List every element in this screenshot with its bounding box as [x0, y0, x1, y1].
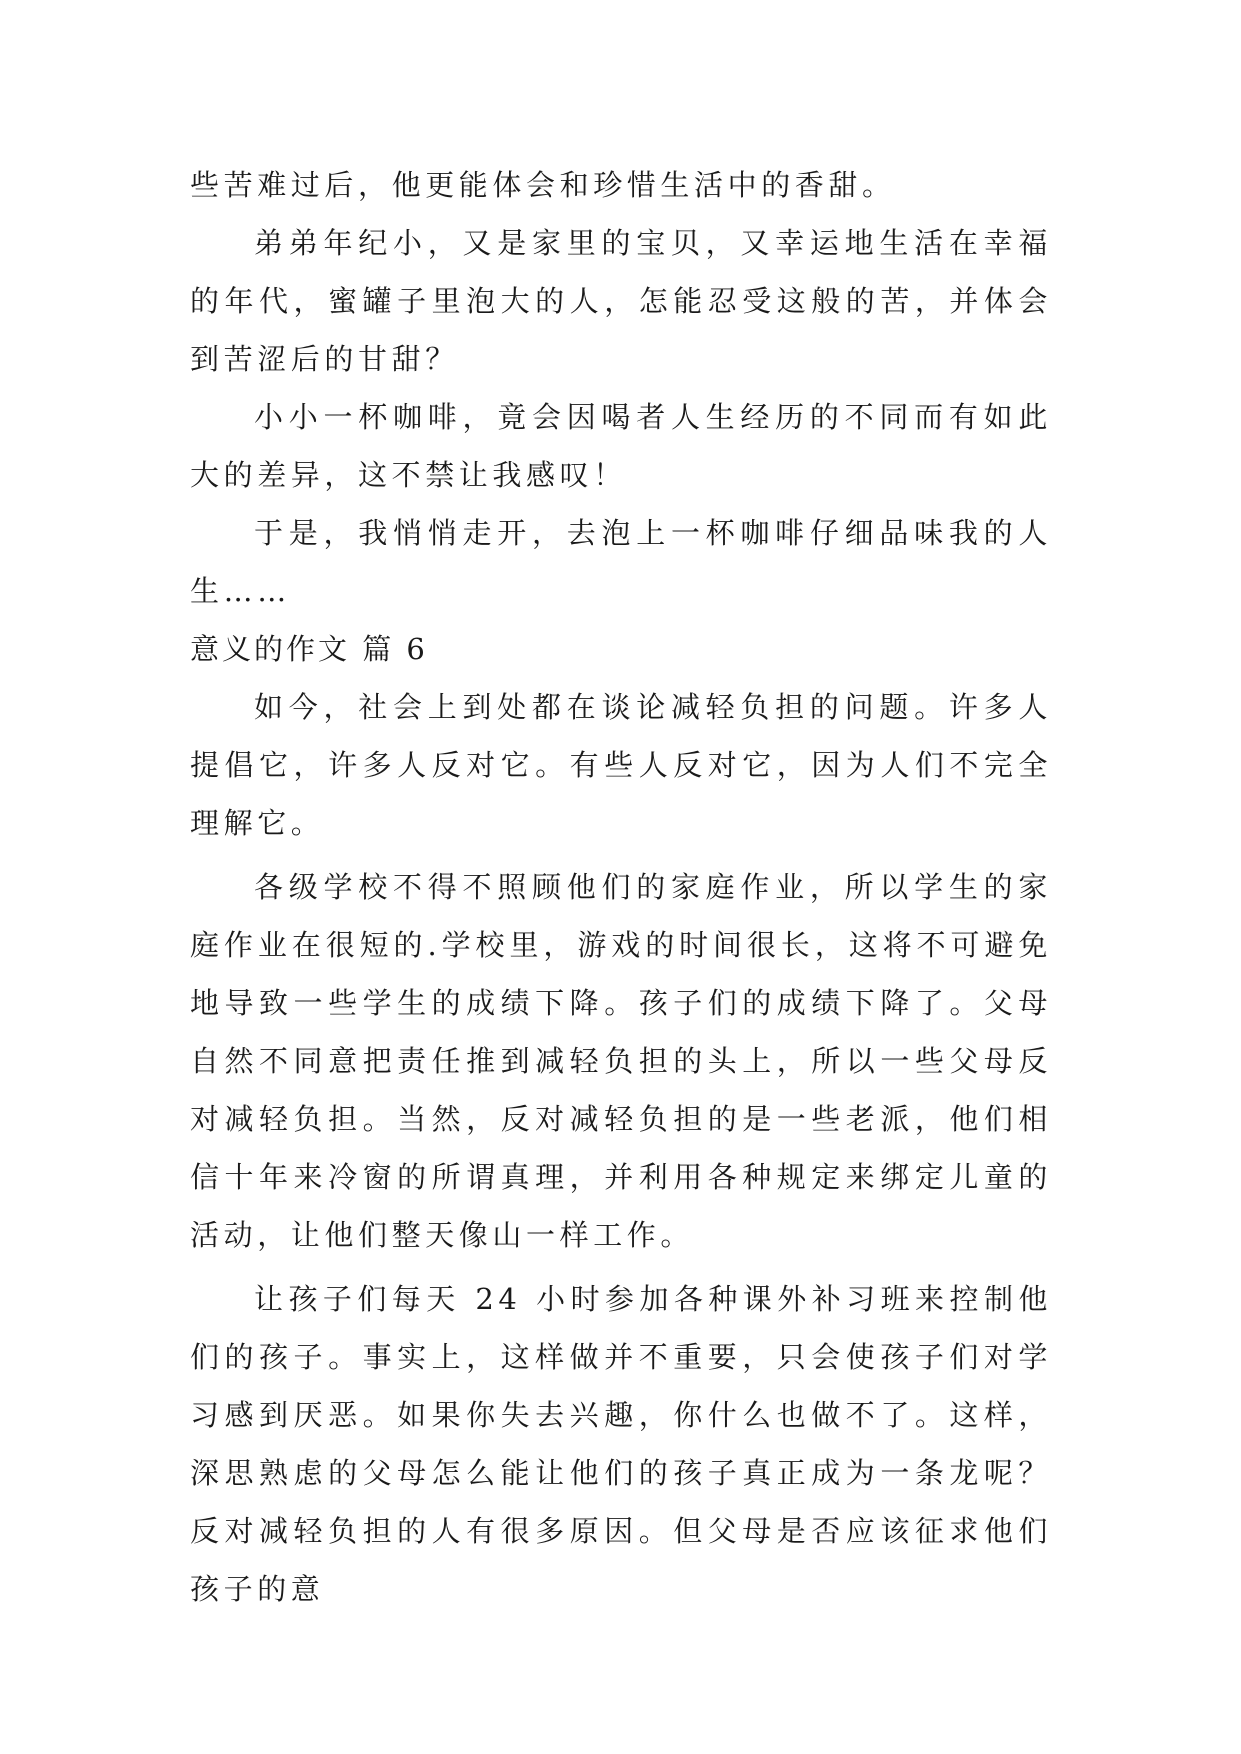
paragraph-leave: 于是，我悄悄走开，去泡上一杯咖啡仔细品味我的人生…… — [190, 516, 1052, 608]
paragraph-coffee: 小小一杯咖啡，竟会因喝者人生经历的不同而有如此大的差异，这不禁让我感叹！ — [190, 400, 1052, 492]
paragraph-tutoring: 让孩子们每天 24 小时参加各种课外补习班来控制他们的孩子。事实上，这样做并不重要，只会使孩子们对学习感到厌恶。如果你失去兴趣，你什么也做不了。这样，深思熟虑的父母怎么能让他们的孩子真正成为一条龙呢？反对减轻负担的人有很多原因。但父母是否应该征求他们孩子的意 — [190, 1282, 1052, 1606]
paragraph-schools: 各级学校不得不照顾他们的家庭作业，所以学生的家庭作业在很短的.学校里，游戏的时间很长，这将不可避免地导致一些学生的成绩下降。孩子们的成绩下降了。父母自然不同意把责任推到减轻负担的头上，所以一些父母反对减轻负担。当然，反对减轻负担的是一些老派，他们相信十年来冷窗的所谓真理，并利用各种规定来绑定儿童的活动，让他们整天像山一样工作。 — [190, 870, 1052, 1252]
paragraph-burden-intro: 如今，社会上到处都在谈论减轻负担的问题。许多人提倡它，许多人反对它。有些人反对它，因为人们不完全理解它。 — [190, 690, 1052, 840]
paragraph-continuation: 些苦难过后，他更能体会和珍惜生活中的香甜。 — [190, 168, 896, 202]
section-heading: 意义的作文 篇 6 — [190, 632, 428, 666]
document-body — [190, 156, 1052, 1618]
paragraph-brother: 弟弟年纪小，又是家里的宝贝，又幸运地生活在幸福的年代，蜜罐子里泡大的人，怎能忍受这般的苦，并体会到苦涩后的甘甜？ — [190, 226, 1052, 376]
